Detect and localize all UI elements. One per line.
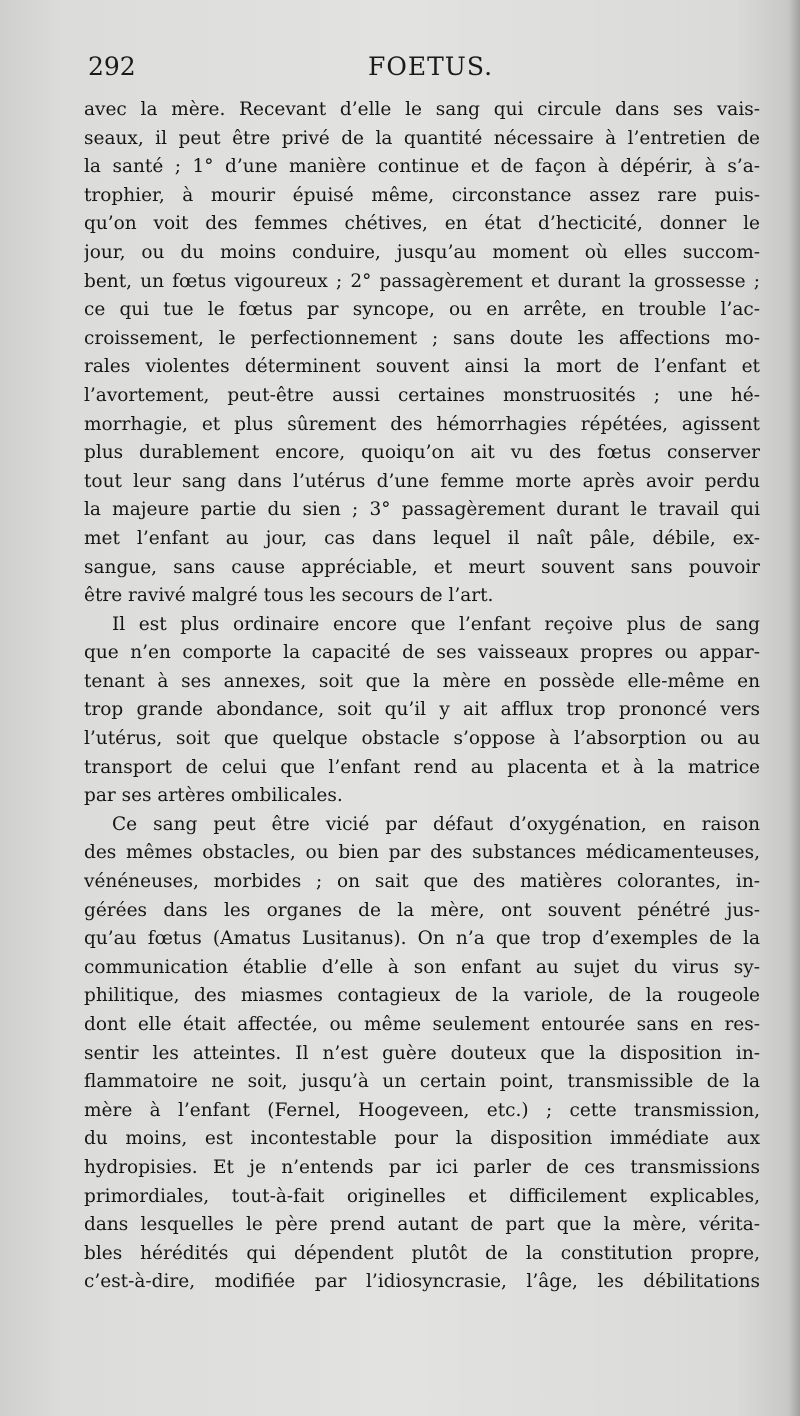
text-line: que n’en comporte la capacité de ses vaisseaux propres ou appar- [84, 642, 760, 664]
running-head: FOETUS. [368, 52, 494, 81]
text-line: philitique, des miasmes contagieux de la variole, de la rougeole [84, 985, 760, 1007]
text-line: des mêmes obstacles, ou bien par des substances médicamenteuses, [84, 842, 760, 864]
text-line: jour, ou du moins conduire, jusqu’au moment où elles succom- [84, 241, 760, 263]
text-line: dans lesquelles le père prend autant de part que la mère, vérita- [84, 1214, 760, 1236]
text-line: trop grande abondance, soit qu’il y ait afflux trop prononcé vers [84, 699, 760, 721]
page-number: 292 [88, 52, 136, 81]
text-line: met l’enfant au jour, cas dans lequel il naît pâle, débile, ex- [84, 527, 760, 549]
text-line: vénéneuses, morbides ; on sait que des matières colorantes, in- [84, 871, 760, 893]
text-line: l’utérus, soit que quelque obstacle s’oppose à l’absorption ou au [84, 728, 760, 750]
body-text [84, 96, 760, 1297]
text-line: bles hérédités qui dépendent plutôt de la constitution propre, [84, 1242, 760, 1264]
text-line: sentir les atteintes. Il n’est guère douteux que la disposition in- [84, 1042, 760, 1064]
text-line: plus durablement encore, quoiqu’on ait vu des fœtus conserver [84, 442, 760, 464]
text-line: qu’au fœtus (Amatus Lusitanus). On n’a que trop d’exemples de la [84, 928, 760, 950]
text-line: primordiales, tout-à-fait originelles et difficilement explicables, [84, 1185, 760, 1207]
text-line: ce qui tue le fœtus par syncope, ou en arrête, en trouble l’ac- [84, 299, 760, 321]
text-line: du moins, est incontestable pour la disposition immédiate aux [84, 1128, 760, 1150]
text-line: flammatoire ne soit, jusqu’à un certain point, transmissible de la [84, 1071, 760, 1093]
text-line: rales violentes déterminent souvent ainsi la mort de l’enfant et [84, 356, 760, 378]
paragraph-start-line: Ce sang peut être vicié par défaut d’oxygénation, en raison [112, 813, 760, 835]
paragraph-end-line: être ravivé malgré tous les secours de l’art. [84, 585, 494, 607]
text-line: croissement, le perfectionnement ; sans doute les affections mo- [84, 327, 760, 349]
text-line: c’est-à-dire, modifiée par l’idiosyncrasie, l’âge, les débilitations [84, 1271, 760, 1293]
text-line: seaux, il peut être privé de la quantité nécessaire à l’entretien de [84, 127, 760, 149]
text-line: trophier, à mourir épuisé même, circonstance assez rare puis- [84, 184, 760, 206]
text-line: sangue, sans cause appréciable, et meurt souvent sans pouvoir [84, 556, 760, 578]
text-line: tenant à ses annexes, soit que la mère en possède elle-même en [84, 670, 760, 692]
text-line: gérées dans les organes de la mère, ont souvent pénétré jus- [84, 899, 760, 921]
paragraph-start-line: Il est plus ordinaire encore que l’enfant reçoive plus de sang [112, 613, 760, 635]
text-line: morrhagie, et plus sûrement des hémorrhagies répétées, agissent [84, 413, 760, 435]
text-line: dont elle était affectée, ou même seulement entourée sans en res- [84, 1014, 760, 1035]
page-edge-shadow [788, 0, 800, 1416]
page-header [88, 52, 758, 92]
text-line: transport de celui que l’enfant rend au placenta et à la matrice [84, 756, 760, 778]
text-line: avec la mère. Recevant d’elle le sang qui circule dans ses vais- [84, 99, 760, 120]
text-line: mère à l’enfant (Fernel, Hoogeveen, etc.) ; cette transmission, [84, 1099, 760, 1121]
text-line: qu’on voit des femmes chétives, en état d’hecticité, donner le [84, 213, 760, 235]
text-line: la majeure partie du sien ; 3° passagèrement durant le travail qui [84, 499, 760, 521]
text-line: hydropisies. Et je n’entends par ici parler de ces transmissions [84, 1156, 760, 1178]
text-line: la santé ; 1° d’une manière continue et de façon à dépérir, à s’a- [84, 156, 760, 178]
text-line: communication établie d’elle à son enfant au sujet du virus sy- [84, 956, 760, 978]
paragraph-end-line: par ses artères ombilicales. [84, 785, 343, 807]
text-line: l’avortement, peut-être aussi certaines monstruosités ; une hé- [84, 384, 760, 406]
text-line: tout leur sang dans l’utérus d’une femme morte après avoir perdu [84, 470, 760, 492]
text-line: bent, un fœtus vigoureux ; 2° passagèrement et durant la grossesse ; [84, 270, 760, 292]
